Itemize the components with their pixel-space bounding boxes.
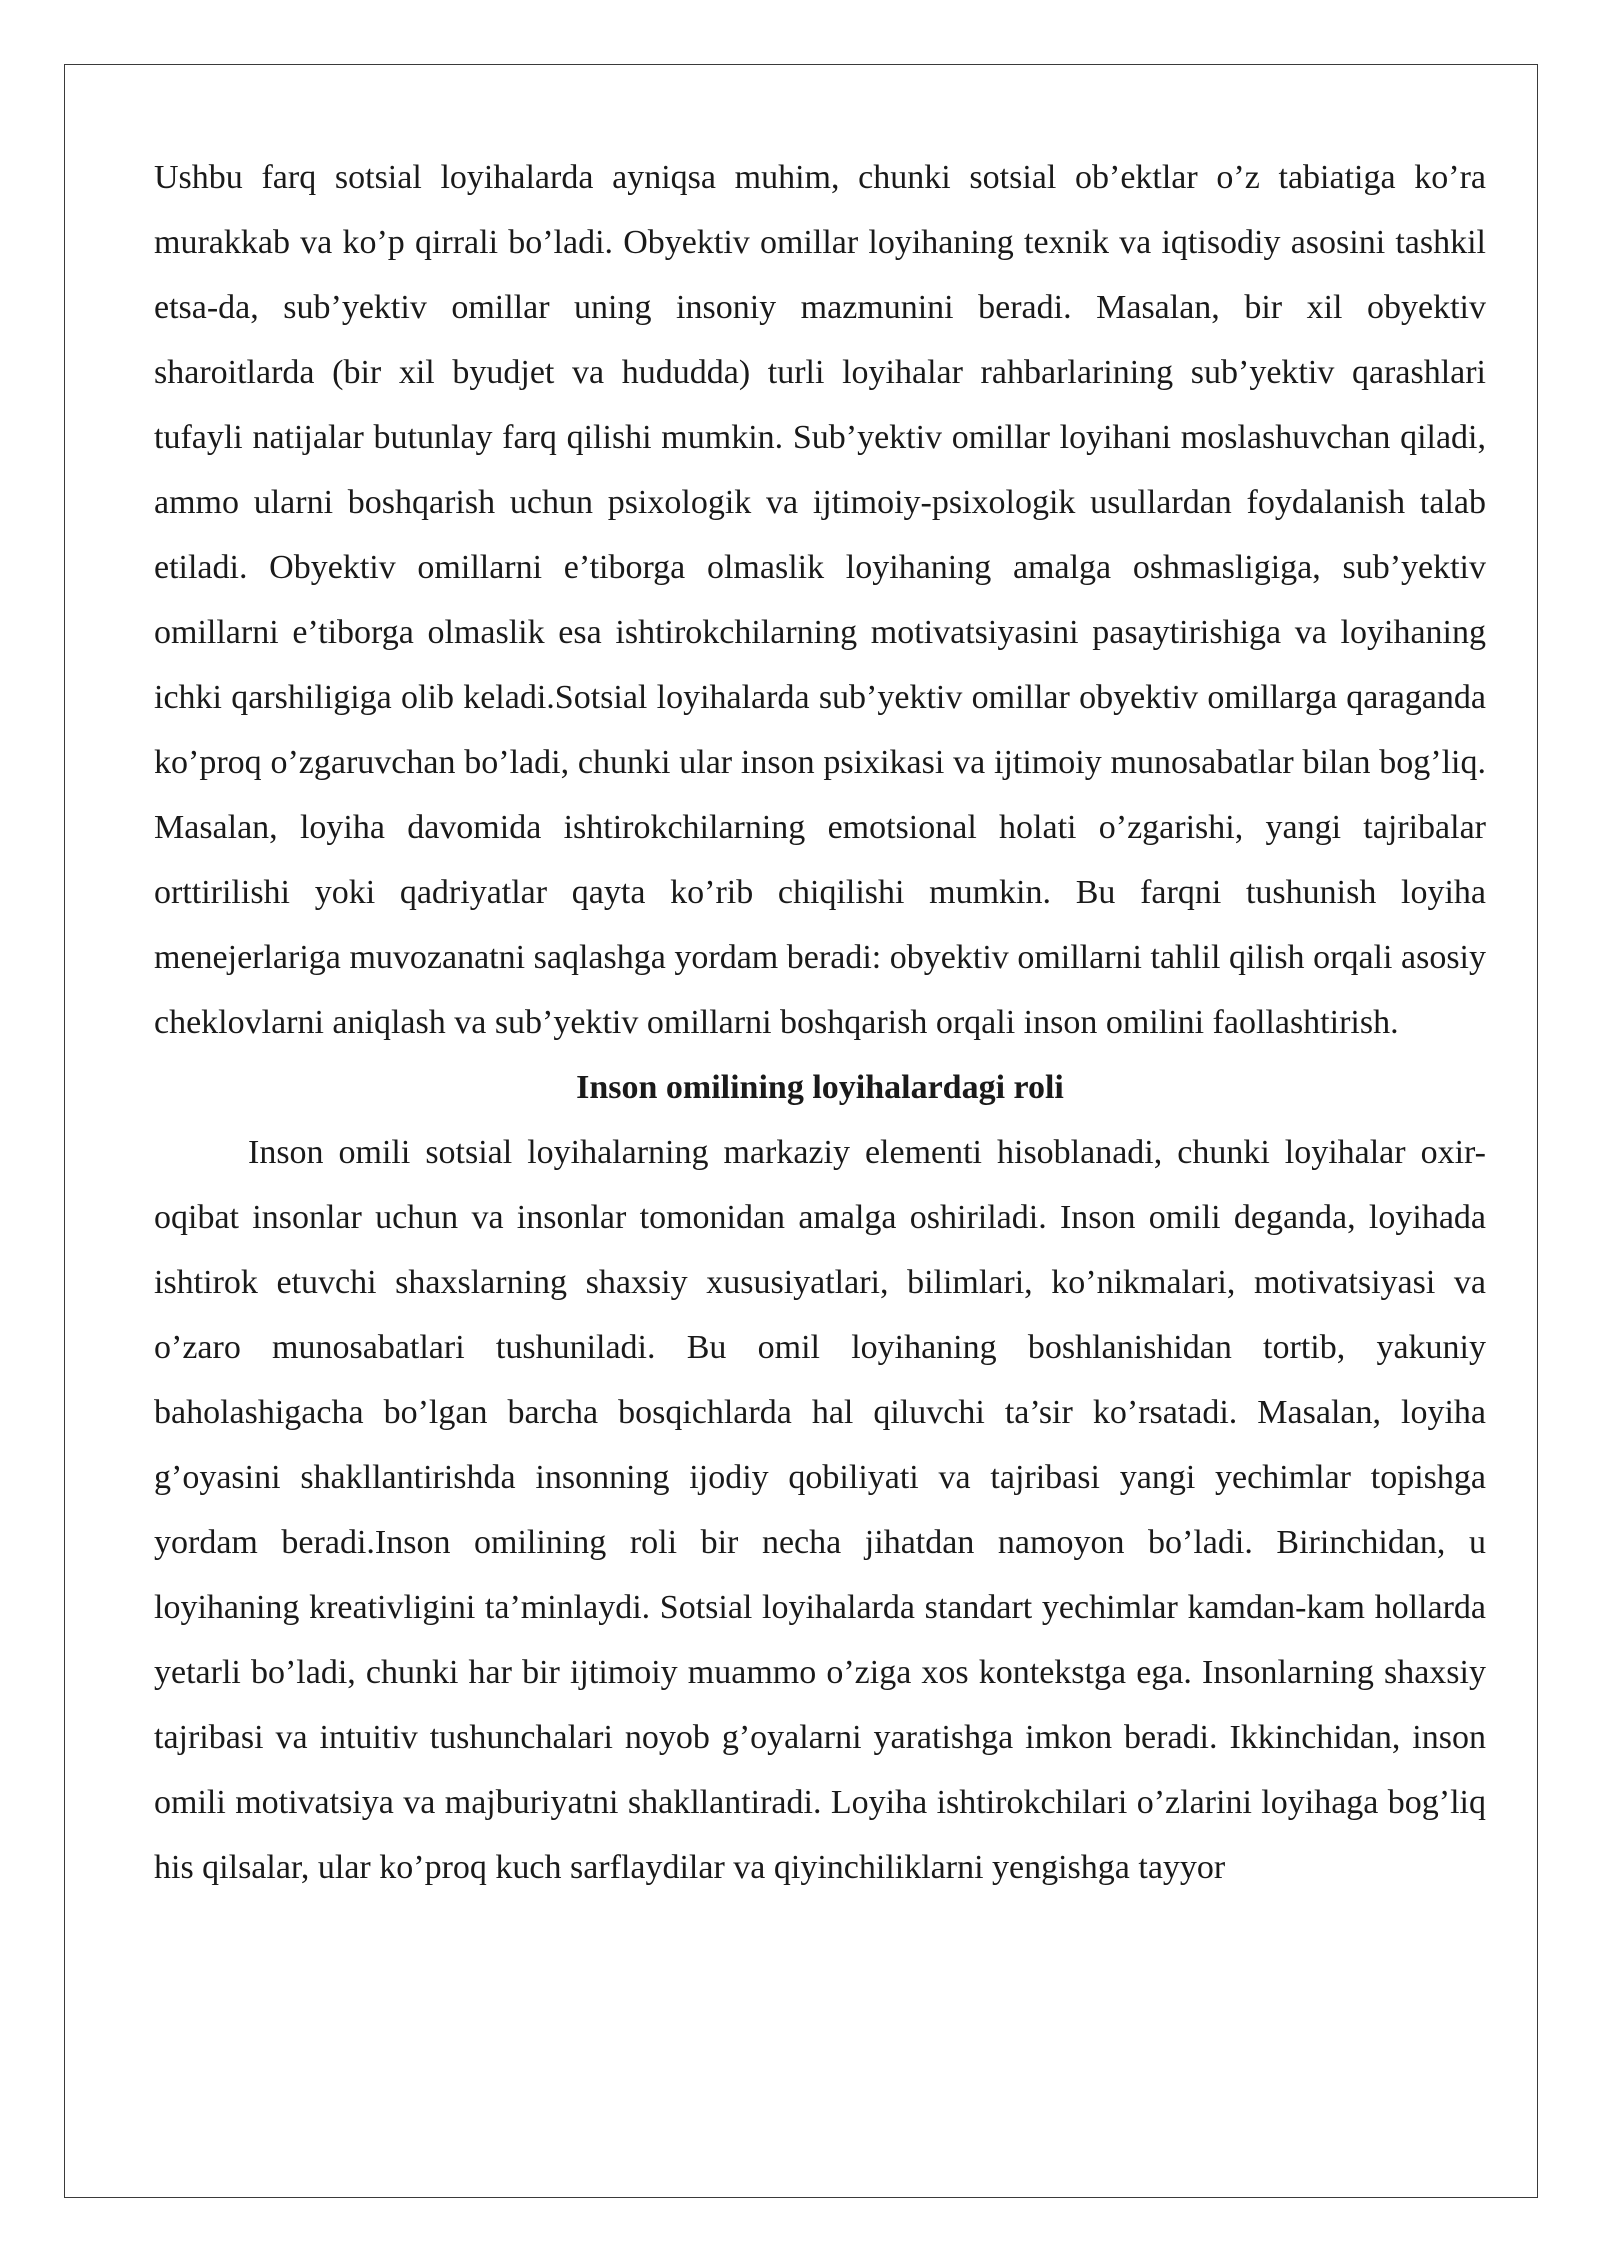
paragraph-objective-subjective: Ushbu farq sotsial loyihalarda ayniqsa muhim, chunki sotsial ob’ektlar o’z tabiatiga ko’ra murakkab va ko’p qirrali bo’ladi. Obyektiv omillar loyihaning texnik va iqtisodiy asosini tashkil etsa-da, sub’yektiv omillar uning insoniy mazmunini beradi. Masalan, bir xil obyektiv sharoitlarda (bir xil byudjet va hududda) turli loyihalar rahbarlarining sub’yektiv qarashlari tufayli natijalar butunlay farq qilishi mumkin. Sub’yektiv omillar loyihani moslashuvchan qiladi, ammo ularni boshqarish uchun psixologik va ijtimoiy-psixologik usullardan foydalanish talab etiladi. Obyektiv omillarni e’tiborga olmaslik loyihaning amalga oshmasligiga, sub’yektiv omillarni e’tiborga olmaslik esa ishtirokchilarning motivatsiyasini pasaytirishiga va loyihaning ichki qarshiligiga olib keladi.Sotsial loyihalarda sub’yektiv omillar obyektiv omillarga qaraganda ko’proq o’zgaruvchan bo’ladi, chunki ular inson psixikasi va ijtimoiy munosabatlar bilan bog’liq. Masalan, loyiha davomida ishtirokchilarning emotsional holati o’zgarishi, yangi tajribalar orttirilishi yoki qadriyatlar qayta ko’rib chiqilishi mumkin. Bu farqni tushunish loyiha menejerlariga muvozanatni saqlashga yordam beradi: obyektiv omillarni tahlil qilish orqali asosiy cheklovlarni aniqlash va sub’yektiv omillarni boshqarish orqali inson omilini faollashtirish. bbox=[154, 159, 1486, 1041]
document-body bbox=[154, 145, 1486, 1900]
paragraph-human-factor: Inson omili sotsial loyihalarning markaziy elementi hisoblanadi, chunki loyihalar oxir-oqibat insonlar uchun va insonlar tomonidan amalga oshiriladi. Inson omili deganda, loyihada ishtirok etuvchi shaxslarning shaxsiy xususiyatlari, bilimlari, ko’nikmalari, motivatsiyasi va o’zaro munosabatlari tushuniladi. Bu omil loyihaning boshlanishidan tortib, yakuniy baholashigacha bo’lgan barcha bosqichlarda hal qiluvchi ta’sir ko’rsatadi. Masalan, loyiha g’oyasini shakllantirishda insonning ijodiy qobiliyati va tajribasi yangi yechimlar topishga yordam beradi.Inson omilining roli bir necha jihatdan namoyon bo’ladi. Birinchidan, u loyihaning kreativligini ta’minlaydi. Sotsial loyihalarda standart yechimlar kamdan-kam hollarda yetarli bo’ladi, chunki har bir ijtimoiy muammo o’ziga xos kontekstga ega. Insonlarning shaxsiy tajribasi va intuitiv tushunchalari noyob g’oyalarni yaratishga imkon beradi. Ikkinchidan, inson omili motivatsiya va majburiyatni shakllantiradi. Loyiha ishtirokchilari o’zlarini loyihaga bog’liq his qilsalar, ular ko’proq kuch sarflaydilar va qiyinchiliklarni yengishga tayyor bbox=[154, 1134, 1486, 1886]
section-heading: Inson omilining loyihalardagi roli bbox=[576, 1069, 1064, 1106]
